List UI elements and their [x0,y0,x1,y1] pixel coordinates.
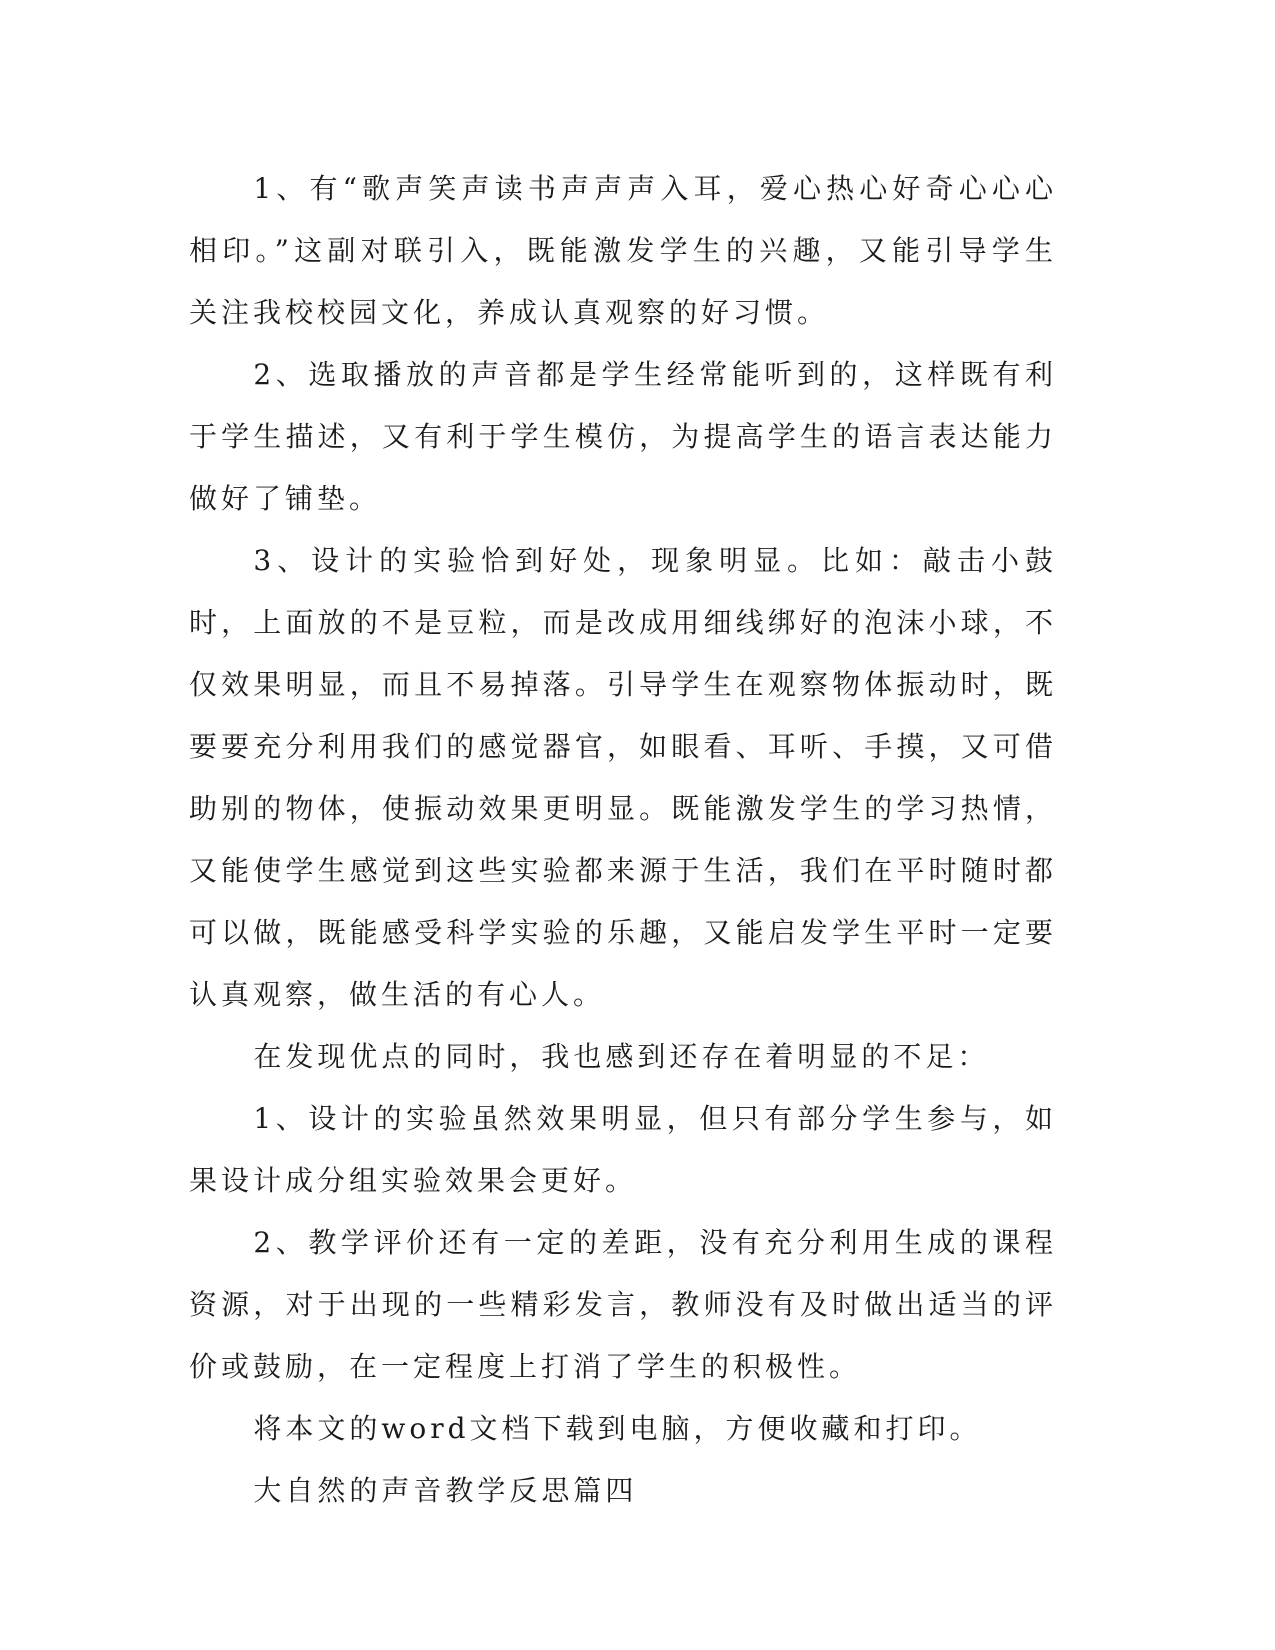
paragraph-experiment-design: 3、设计的实验恰到好处，现象明显。比如：敲击小鼓时，上面放的不是豆粒，而是改成用细线绑好的泡沫小球，不仅效果明显，而且不易掉落。引导学生在观察物体振动时，既要要充分利用我们的感觉器官，如眼看、耳听、手摸，又可借助别的物体，使振动效果更明显。既能激发学生的学习热情，又能使学生感觉到这些实验都来源于生活，我们在平时随时都可以做，既能感受科学实验的乐趣，又能启发学生平时一定要认真观察，做生活的有心人。 [189,544,1057,1011]
paragraph-sound-selection: 2、选取播放的声音都是学生经常能听到的，这样既有利于学生描述，又有利于学生模仿，为提高学生的语言表达能力做好了铺垫。 [189,358,1057,515]
paragraph-shortcoming-participation: 1、设计的实验虽然效果明显，但只有部分学生参与，如果设计成分组实验效果会更好。 [189,1102,1057,1197]
paragraph-design-intro: 1、有“歌声笑声读书声声声入耳，爱心热心好奇心心心相印。”这副对联引入，既能激发学生的兴趣，又能引导学生关注我校校园文化，养成认真观察的好习惯。 [189,172,1057,329]
paragraph-shortcomings-intro: 在发现优点的同时，我也感到还存在着明显的不足： [253,1040,990,1073]
section-heading: 大自然的声音教学反思篇四 [253,1474,638,1507]
paragraph-shortcoming-evaluation: 2、教学评价还有一定的差距，没有充分利用生成的课程资源，对于出现的一些精彩发言，教师没有及时做出适当的评价或鼓励，在一定程度上打消了学生的积极性。 [189,1226,1057,1383]
document-body [189,158,1057,1522]
paragraph-download-note: 将本文的word文档下载到电脑，方便收藏和打印。 [253,1412,982,1445]
